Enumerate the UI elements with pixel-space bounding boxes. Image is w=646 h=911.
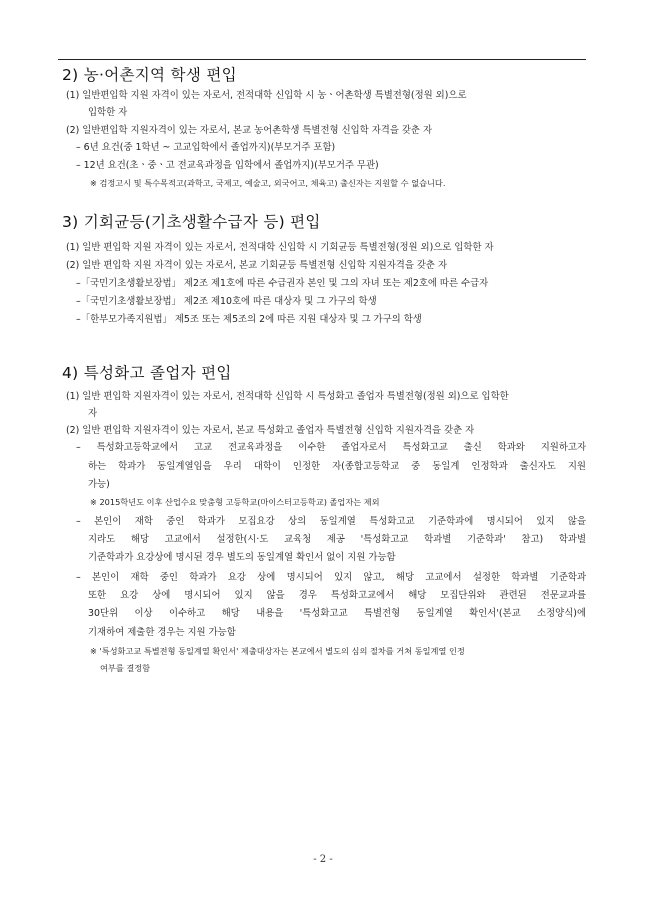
section4-note-1: ※ 2015학년도 이후 산업수요 맞춤형 고등학교(마이스터고등학교) 졸업자는 제외 (90, 497, 380, 507)
section3-item-1: (1) 일반 편입학 지원 자격이 있는 자로서, 전적대학 신입학 시 기회균등 특별전형(정원 외)으로 입학한 자 (66, 242, 494, 253)
section4-bullet-3-cont3: 기재하여 제출한 경우는 지원 가능함 (88, 627, 236, 638)
section4-bullet-3-cont: 또한 요강 상에 명시되어 있지 않을 경우 특성화고교에서 해당 모집단위와 관련된 전문교과를 (88, 590, 586, 601)
section3-item-2: (2) 일반 편입학 지원 자격이 있는 자로서, 본교 기회균등 특별전형 신입학 지원자격을 갖춘 자 (66, 260, 448, 271)
section4-bullet-2-cont: 지라도 해당 고교에서 설정한(시·도 교육청 제공 '특성화고교 학과별 기준학과' 참고) 학과별 (88, 534, 586, 545)
section4-item-2: (2) 일반 편입학 지원자격이 있는 자로서, 본교 특성화고 졸업자 특별전형 신입학 지원자격을 갖춘 자 (66, 425, 475, 436)
section4-item-1: (1) 일반 편입학 지원자격이 있는 자로서, 전적대학 신입학 시 특성화고 졸업자 특별전형(정원 외)으로 입학한 (66, 391, 509, 402)
top-rule (58, 59, 586, 60)
section4-bullet-3: – 본인이 재학 중인 학과가 요강 상에 명시되어 있지 않고, 해당 고교에서 설정한 학과별 기준학과 (76, 572, 586, 583)
section4-bullet-1: – 특성화고등학교에서 고교 전교육과정을 이수한 졸업자로서 특성화고교 출신 학과와 지원하고자 (76, 442, 586, 453)
section4-bullet-1-cont2: 가능) (88, 479, 110, 490)
section4-note-2-cont: 여부를 결정함 (100, 663, 151, 673)
section4-note-2: ※ '특성화고교 특별전형 동일계열 확인서' 제출대상자는 본교에서 별도의 심의 절차를 거쳐 동일계열 인정 (90, 646, 465, 656)
section4-bullet-2-cont2: 기준학과가 요강상에 명시된 경우 별도의 동일계열 확인서 없이 지원 가능함 (88, 552, 396, 563)
section2-bullet-2: – 12년 요건(초ㆍ중ㆍ고 전교육과정을 입학에서 졸업까지)(부모거주 무관) (76, 160, 379, 171)
section3-bullet-2: –「국민기초생활보장법」 제2조 제10호에 따른 대상자 및 그 가구의 학생 (76, 296, 377, 307)
section4-bullet-2: – 본인이 재학 중인 학과가 모집요강 상의 동일계열 특성화고교 기준학과에 명시되어 있지 않을 (76, 516, 586, 527)
section4-heading: 4) 특성화고 졸업자 편입 (62, 364, 232, 382)
section3-bullet-3: –「한부모가족지원법」 제5조 또는 제5조의 2에 따른 지원 대상자 및 그 가구의 학생 (76, 314, 422, 325)
section2-item-2: (2) 일반편입학 지원자격이 있는 자로서, 본교 농어촌학생 특별전형 신입학 자격을 갖춘 자 (66, 125, 433, 136)
section2-note: ※ 검정고시 및 특수목적고(과학고, 국제고, 예술고, 외국어고, 체육고) 출신자는 지원할 수 없습니다. (90, 178, 446, 188)
section4-item-1-cont: 자 (88, 408, 98, 419)
section2-item-1: (1) 일반편입학 지원 자격이 있는 자로서, 전적대학 신입학 시 농ㆍ어촌학생 특별전형(정원 외)으로 (66, 90, 467, 101)
section3-bullet-1: –「국민기초생활보장법」 제2조 제1호에 따른 수급권자 본인 및 그의 자녀 또는 제2호에 따른 수급자 (76, 278, 489, 289)
section3-heading: 3) 기회균등(기초생활수급자 등) 편입 (62, 213, 321, 231)
section4-bullet-1-cont: 하는 학과가 동일계열임을 우리 대학이 인정한 자(종합고등학교 중 동일계 인정학과 출신자도 지원 (88, 461, 586, 472)
section2-heading: 2) 농·어촌지역 학생 편입 (62, 66, 237, 84)
section4-bullet-3-cont2: 30단위 이상 이수하고 해당 내용을 '특성화고교 특별전형 동일계열 확인서'(본교 소정양식)에 (88, 608, 586, 619)
section2-item-1-cont: 입학한 자 (88, 107, 128, 118)
section2-bullet-1: – 6년 요건(중 1학년 ~ 고교입학에서 졸업까지)(부모거주 포함) (76, 142, 336, 153)
page-number: - 2 - (313, 854, 333, 865)
